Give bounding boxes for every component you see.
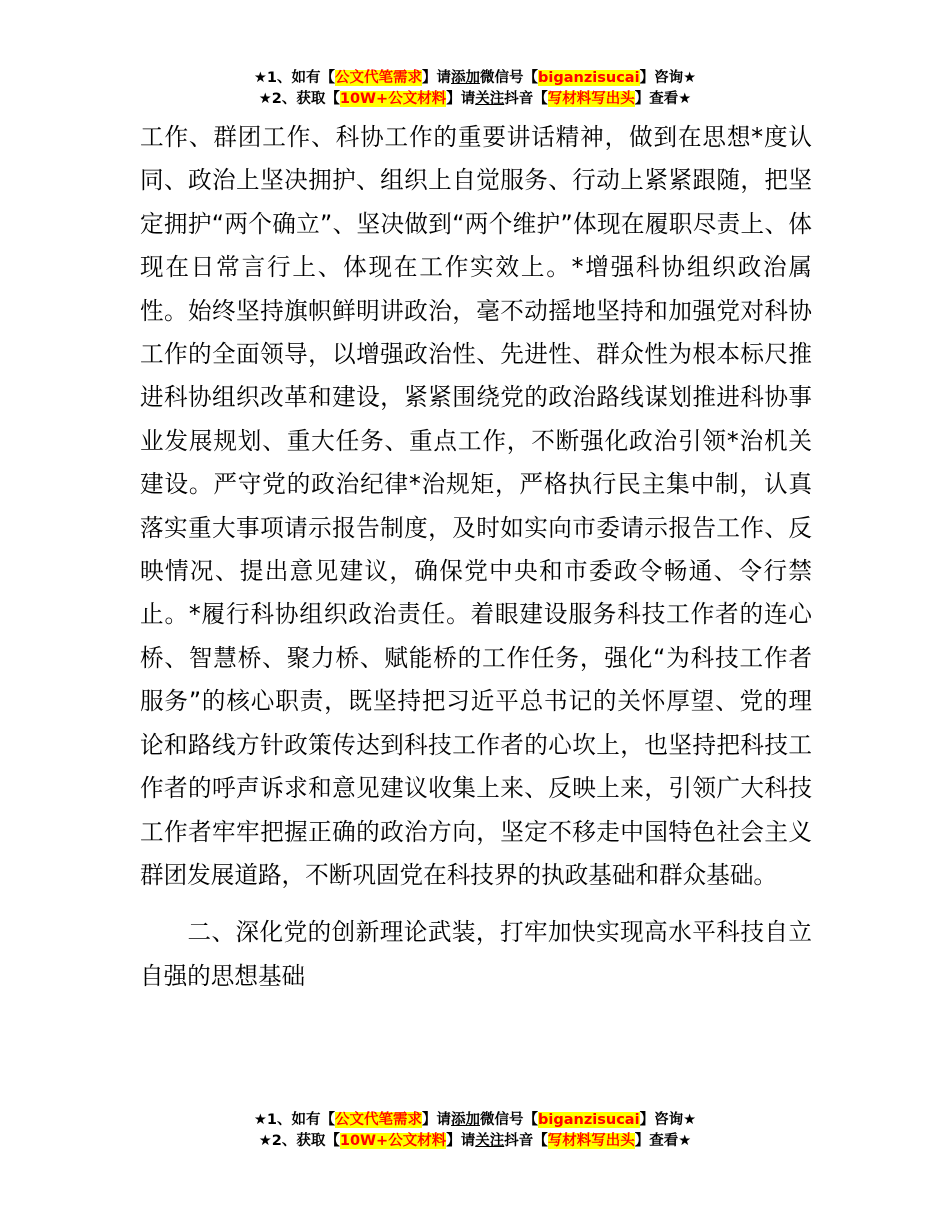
- banner-highlight: 公文代笔需求: [335, 70, 423, 86]
- banner-highlight: 写材料写出头: [547, 1133, 635, 1149]
- header-banner: [0, 68, 950, 110]
- banner-text: ★1、如有【: [253, 1112, 336, 1128]
- banner-line-1: [0, 68, 950, 89]
- banner-text: 】查看★: [634, 1133, 692, 1149]
- banner-text: ★2、获取【: [258, 91, 340, 107]
- banner-underline: 添加: [451, 70, 481, 86]
- banner-text: 】请: [422, 1112, 452, 1128]
- banner-text: 】请: [422, 70, 452, 86]
- banner-underline: 添加: [451, 1112, 481, 1128]
- footer-banner: [0, 1110, 950, 1152]
- section-heading-text: 二、深化党的创新理论武装，打牢加快实现高水平科技自立自强的思想基础: [140, 918, 812, 990]
- banner-text: 微信号【: [480, 70, 539, 86]
- banner-highlight: 写材料写出头: [547, 91, 635, 107]
- banner-highlight: 10W+公文材料: [339, 1133, 447, 1149]
- banner-text: ★1、如有【: [253, 70, 336, 86]
- banner-highlight: biganzisucai: [538, 70, 640, 86]
- banner-line-2: [0, 89, 950, 110]
- body-paragraph: 工作、群团工作、科协工作的重要讲话精神，做到在思想*度认同、政治上坚决拥护、组织上自觉服务、行动上紧紧跟随，把坚定拥护“两个确立”、坚决做到“两个维护”体现在履职尽责上、体现在日常言行上、体现在工作实效上。*增强科协组织政治属性。始终坚持旗帜鲜明讲政治，毫不动摇地坚持和加强党对科协工作的全面领导，以增强政治性、先进性、群众性为根本标尺推进科协组织改革和建设，紧紧围绕党的政治路线谋划推进科协事业发展规划、重大任务、重点工作，不断强化政治引领*治机关建设。严守党的政治纪律*治规矩，严格执行民主集中制，认真落实重大事项请示报告制度，及时如实向市委请示报告工作、反映情况、提出意见建议，确保党中央和市委政令畅通、令行禁止。*履行科协组织政治责任。着眼建设服务科技工作者的连心桥、智慧桥、聚力桥、赋能桥的工作任务，强化“为科技工作者服务”的核心职责，既坚持把习近平总书记的关怀厚望、党的理论和路线方针政策传达到科技工作者的心坎上，也坚持把科技工作者的呼声诉求和意见建议收集上来、反映上来，引领广大科技工作者牢牢把握正确的政治方向，坚定不移走中国特色社会主义群团发展道路，不断巩固党在科技界的执政基础和群众基础。: [140, 123, 812, 889]
- banner-line-2: [0, 1131, 950, 1152]
- banner-text: 微信号【: [480, 1112, 539, 1128]
- banner-text: 】咨询★: [639, 70, 697, 86]
- banner-highlight: 公文代笔需求: [335, 1112, 423, 1128]
- banner-underline: 关注: [475, 1133, 505, 1149]
- banner-text: 】请: [446, 91, 476, 107]
- document-body: [140, 116, 812, 998]
- banner-text: 】请: [446, 1133, 476, 1149]
- banner-text: 抖音【: [504, 91, 548, 107]
- banner-text: 抖音【: [504, 1133, 548, 1149]
- banner-text: 】查看★: [634, 91, 692, 107]
- banner-text: 】咨询★: [639, 1112, 697, 1128]
- banner-line-1: [0, 1110, 950, 1131]
- banner-text: ★2、获取【: [258, 1133, 340, 1149]
- banner-highlight: biganzisucai: [538, 1112, 640, 1128]
- banner-highlight: 10W+公文材料: [339, 91, 447, 107]
- section-heading: [140, 911, 812, 998]
- banner-underline: 关注: [475, 91, 505, 107]
